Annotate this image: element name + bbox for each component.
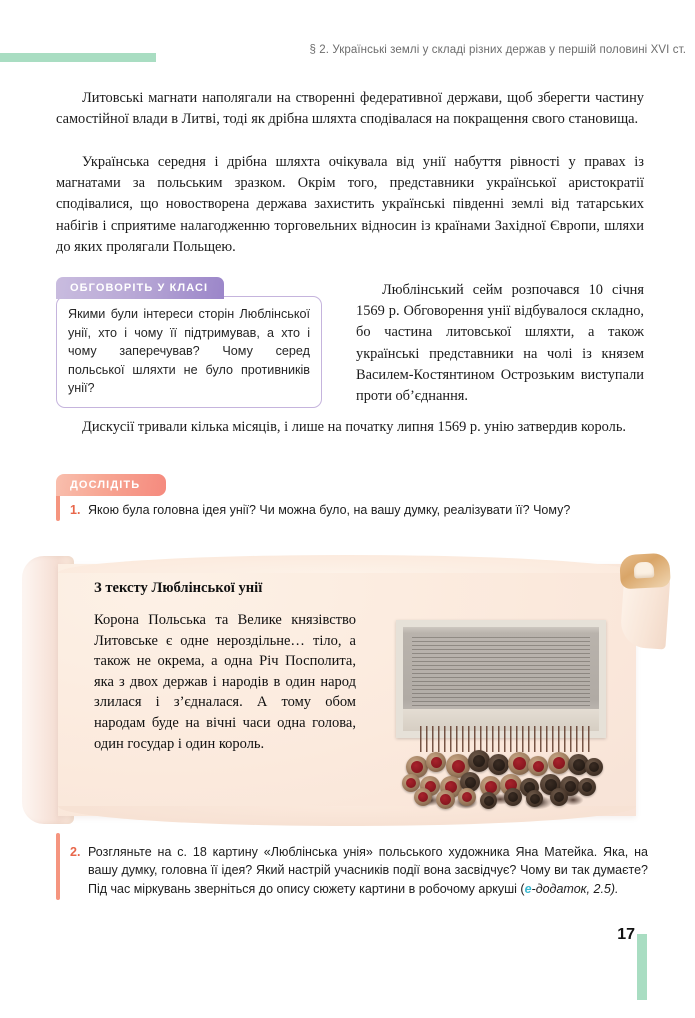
wax-seal-core [440, 794, 451, 805]
research-item [56, 501, 648, 519]
page-number: 17 [617, 926, 635, 943]
paragraph-text: Українська середня і дрібна шляхта очікувала від унії набуття рівності у правах із магнатами за польським зразком. Окрім того, представники української аристократії сподівалися, що новостворена держава захистить українські південні землі від татарських набігів і сприятиме налагодженню торговельних відносин із країнами Західної Європи, шляхи до яких пролягали Польщею. [56, 154, 644, 255]
paragraph-text: Люблінський сейм розпочався 10 січня 1569 р. Обговорення унії відбувалося складно, бо частина литовської шляхти, а також українські представники на чолі із князем Василем-Костянтином Острозьким виступали проти об’єднання. [356, 282, 644, 405]
seal-cords [418, 726, 592, 752]
wax-seal [504, 788, 522, 806]
wax-seal-core [462, 792, 472, 802]
discuss-in-class-box [56, 277, 322, 408]
scroll-illustration [22, 552, 674, 830]
parchment-document [396, 620, 606, 738]
research-section-continued [56, 838, 648, 902]
wax-seal-core [508, 792, 518, 802]
wax-seal [488, 754, 509, 775]
discuss-badge: ОБГОВОРІТЬ У КЛАСІ [56, 277, 224, 299]
body-paragraph-2 [56, 152, 644, 258]
wax-seal-core [465, 777, 476, 788]
wax-seal-core [493, 759, 505, 771]
scroll-quote-text: Корона Польська та Велике князівство Литовське є одне нероздільне… тіло, а також не окрема, а одна Річ Посполита, яка з двох держав і народів в один народ злилася і з’єдналася. А тому обом народам буде на вічні часи одна голова, один государ і один король. [94, 612, 356, 752]
wax-seal [426, 752, 446, 772]
wax-seal [550, 788, 568, 806]
wax-seal-core [484, 796, 494, 806]
research-items-list-continued [56, 836, 648, 902]
research-item-text-after: -додаток, 2.5). [531, 881, 619, 896]
wax-seal [468, 750, 490, 772]
research-item-number: 2. [70, 845, 81, 859]
wax-seal-core [533, 761, 544, 772]
running-head-accent-bar [0, 53, 156, 62]
wax-seal-core [406, 778, 416, 788]
wax-seal-core [554, 792, 564, 802]
scroll-content [94, 580, 634, 806]
wax-seal-core [513, 757, 526, 770]
wax-seal-core [565, 781, 576, 792]
scroll-title: З тексту Люблінської унії [94, 580, 263, 596]
wax-seal [480, 792, 497, 809]
manuscript-lines [412, 637, 590, 709]
wax-seal-core [589, 762, 599, 772]
research-item-number: 1. [70, 503, 81, 517]
wax-seal [578, 778, 596, 796]
research-section [56, 474, 648, 523]
research-items-list [56, 494, 648, 523]
sejm-side-paragraph [356, 280, 644, 407]
wax-seal [585, 758, 603, 776]
wax-seal [414, 788, 432, 806]
wax-seal-core [418, 792, 428, 802]
running-head [0, 44, 695, 68]
wax-seal-core [473, 755, 485, 767]
wax-seal-core [452, 760, 465, 773]
wax-seal-core [530, 794, 540, 804]
research-badge: ДОСЛІДІТЬ [56, 474, 166, 496]
research-item [56, 843, 648, 898]
discuss-question-frame [56, 296, 322, 408]
body-paragraph-3 [56, 417, 644, 438]
folio [609, 926, 669, 1000]
discuss-section [56, 277, 644, 413]
act-of-union-document-image [396, 614, 614, 814]
e-supplement-accent: е [524, 881, 532, 896]
wax-seal [528, 756, 548, 776]
research-item-text-before: Розгляньте на с. 18 картину «Люблінська унія» польського художника Яна Матейка. Яка, на вашу думку, головна її ідея? Який настрій учасників події вона засвідчує? Чому ви так думаєте? Під час міркувань зверніться до опису сюжету картини в робочому аркуші ( [88, 845, 648, 896]
wax-seal-core [431, 757, 442, 768]
wax-seal-core [411, 761, 423, 773]
wax-seal [436, 790, 455, 809]
wax-seal [526, 790, 543, 807]
wax-seal-core [582, 782, 592, 792]
body-paragraph-1 [56, 88, 644, 130]
research-item-text [88, 843, 648, 898]
wax-seal [458, 788, 476, 806]
discuss-question-text: Якими були інтереси сторін Люблінської унії, хто і чому її підтримував, а хто і чому заперечував? Чому серед польської шляхти не було противників унії? [68, 307, 310, 396]
paragraph-text: Дискусії тривали кілька місяців, і лише на початку липня 1569 р. унію затвердив король. [82, 419, 627, 435]
wax-seal-core [553, 757, 565, 769]
wax-seal [548, 752, 570, 774]
wax-seal-core [573, 759, 585, 771]
paragraph-text: Литовські магнати наполягали на створенні федеративної держави, щоб зберегти частину самостійної влади в Литві, тоді як дрібна шляхта сподівалася на покращення свого становища. [56, 90, 644, 128]
running-head-title: § 2. Українські землі у складі різних держав у першій половині XVI ст. [309, 44, 686, 56]
folio-accent-bar [637, 934, 647, 1000]
wax-seals-group [400, 726, 606, 810]
research-item-text: Якою була головна ідея унії? Чи можна було, на вашу думку, реалізувати її? Чому? [88, 503, 571, 517]
